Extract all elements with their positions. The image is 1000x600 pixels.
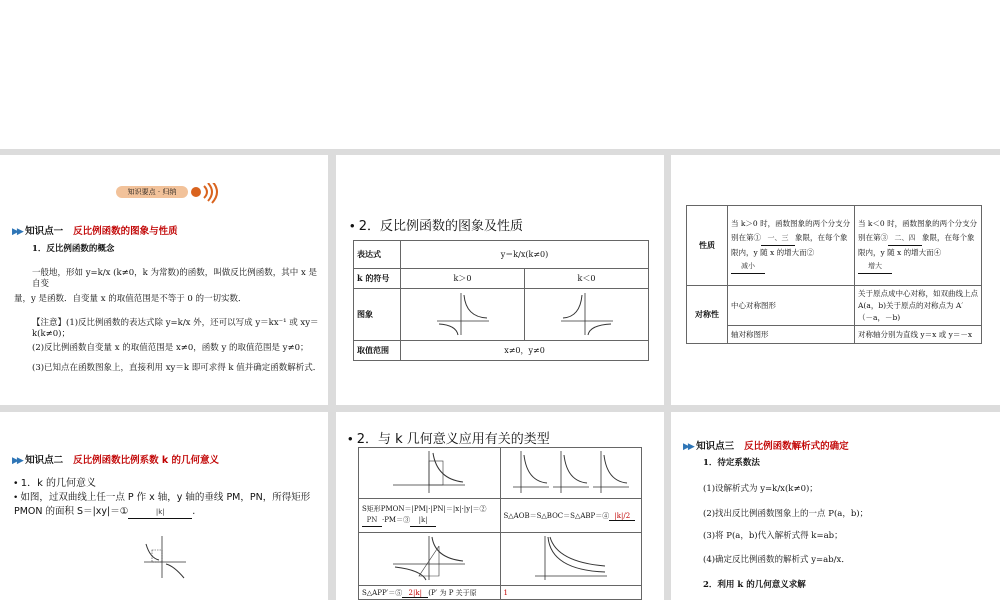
cell-header: 性质 bbox=[687, 206, 728, 286]
rectangle-pmon-figure bbox=[142, 534, 188, 580]
cell-formula-two-curves: 1 bbox=[500, 586, 642, 600]
figure-triangles-aob bbox=[511, 449, 631, 495]
cell-range: x≠0，y≠0 bbox=[401, 341, 649, 361]
subheading: 1．待定系数法 bbox=[703, 458, 760, 468]
figure-two-hyperbolas bbox=[531, 534, 611, 582]
cell-center-desc: 关于原点成中心对称，如双曲线上点 A(a，b)关于原点的对称点为 A′（－a，－b) bbox=[855, 286, 982, 326]
subheading-2: 2．利用 k 的几何意义求解 bbox=[703, 580, 806, 590]
cell-figure-triangle-app bbox=[359, 533, 501, 586]
cell-figure-triangles bbox=[500, 448, 642, 499]
slide-4[interactable] bbox=[0, 412, 328, 600]
cell-header: 取值范围 bbox=[354, 341, 401, 361]
cell-k-negative: k＜0 bbox=[525, 269, 649, 289]
slide-title: • 2．与 k 几何意义应用有关的类型 bbox=[348, 431, 550, 447]
note-2: (2)反比例函数自变量 x 的取值范围是 x≠0，函数 y 的取值范围是 y≠0； bbox=[32, 343, 309, 353]
cell-header: 表达式 bbox=[354, 241, 401, 269]
section-heading: ▶▶ 知识点三 反比例函数解析式的确定 bbox=[683, 441, 849, 452]
hyperbola-graph-negative bbox=[557, 291, 617, 337]
bullet-1: • 1．k 的几何意义 bbox=[14, 478, 97, 489]
cell-formula-triangles: S△AOB＝S△BOC＝S△ABP＝④ |k|/2 bbox=[500, 499, 642, 533]
cell-header: k 的符号 bbox=[354, 269, 401, 289]
step-2: (2)找出反比例函数图象上的一点 P(a，b)； bbox=[703, 509, 869, 519]
figure-rectangle-pmon bbox=[389, 449, 469, 495]
k-geometry-table bbox=[358, 447, 642, 600]
section-heading: ▶▶ 知识点一 反比例函数的图象与性质 bbox=[12, 226, 178, 237]
cell-figure-rectangle bbox=[359, 448, 501, 499]
cell-k-positive: k＞0 bbox=[401, 269, 525, 289]
cell-graph-positive bbox=[401, 289, 525, 341]
cell-formula-app: S△APP′＝⑤ 2|k| (P′ 为 P 关于原 bbox=[359, 586, 501, 600]
cell-axis-symmetry: 轴对称图形 bbox=[728, 326, 855, 344]
badge-knowledge-summary: 知识要点 · 归纳 bbox=[116, 186, 188, 198]
slide-5[interactable] bbox=[336, 412, 664, 600]
step-1: (1)设解析式为 y=k/x(k≠0)； bbox=[703, 484, 818, 494]
definition-line-1: 一般地，形如 y=k/x (k≠0，k 为常数)的函数，叫做反比例函数，其中 x 是自变 bbox=[32, 268, 318, 290]
definition-line-2: 量，y 是函数．自变量 x 的取值范围是不等于 0 的一切实数． bbox=[14, 294, 247, 304]
step-4: (4)确定反比例函数的解析式 y=ab/x． bbox=[703, 555, 850, 565]
step-3: (3)将 P(a，b)代入解析式得 k=ab； bbox=[703, 531, 843, 541]
cell-axis-desc: 对称轴分别为直线 y＝x 或 y＝－x bbox=[855, 326, 982, 344]
slide-title: • 2．反比例函数的图象及性质 bbox=[350, 218, 523, 234]
section-heading: ▶▶ 知识点二 反比例函数比例系数 k 的几何意义 bbox=[12, 455, 220, 466]
cell-k-positive-property: 当 k＞0 时，函数图象的两个分支分别在第① 一、三 象限，在每个象限内，y 随 x 的增大而② 减小 bbox=[728, 206, 855, 286]
speaker-icon bbox=[188, 183, 228, 209]
cell-graph-negative bbox=[525, 289, 649, 341]
cell-k-negative-property: 当 k＜0 时，函数图象的两个分支分别在第③ 二、四 象限，在每个象限内，y 随 x 的增大而④ 增大 bbox=[855, 206, 982, 286]
cell-figure-two-curves bbox=[500, 533, 642, 586]
triangle-bullet-icon: ▶▶ bbox=[12, 227, 22, 237]
cell-center-symmetry: 中心对称图形 bbox=[728, 286, 855, 326]
cell-formula-rectangle: S矩形PMON＝|PM|·|PN|＝|x|·|y|＝②PN ·PM＝③ |k| bbox=[359, 499, 501, 533]
cell-header: 图象 bbox=[354, 289, 401, 341]
cell-header: 对称性 bbox=[687, 286, 728, 344]
properties-table-continued bbox=[686, 205, 982, 344]
triangle-bullet-icon: ▶▶ bbox=[683, 442, 693, 452]
note-3: (3)已知点在函数图象上，直接利用 xy＝k 即可求得 k 值并确定函数解析式． bbox=[32, 363, 322, 373]
figure-triangle-app bbox=[389, 534, 469, 582]
slide-6[interactable] bbox=[671, 412, 1000, 600]
triangle-bullet-icon: ▶▶ bbox=[12, 456, 22, 466]
hyperbola-graph-positive bbox=[433, 291, 493, 337]
slide-3[interactable] bbox=[671, 155, 1000, 405]
note-1: 【注意】(1)反比例函数的表达式除 y=k/x 外，还可以写成 y＝kx⁻¹ 或 xy＝k(k≠0)； bbox=[32, 318, 319, 340]
slide-2[interactable] bbox=[336, 155, 664, 405]
bullet-2: • 如图，过双曲线上任一点 P 作 x 轴，y 轴的垂线 PM，PN，所得矩形 PMON 的面积 S＝|xy|＝① |k| . bbox=[14, 492, 311, 518]
subheading: 1．反比例函数的概念 bbox=[32, 244, 115, 254]
cell-expression: y＝k/x(k≠0) bbox=[401, 241, 649, 269]
slide-1[interactable] bbox=[0, 155, 328, 405]
properties-table bbox=[353, 240, 649, 361]
